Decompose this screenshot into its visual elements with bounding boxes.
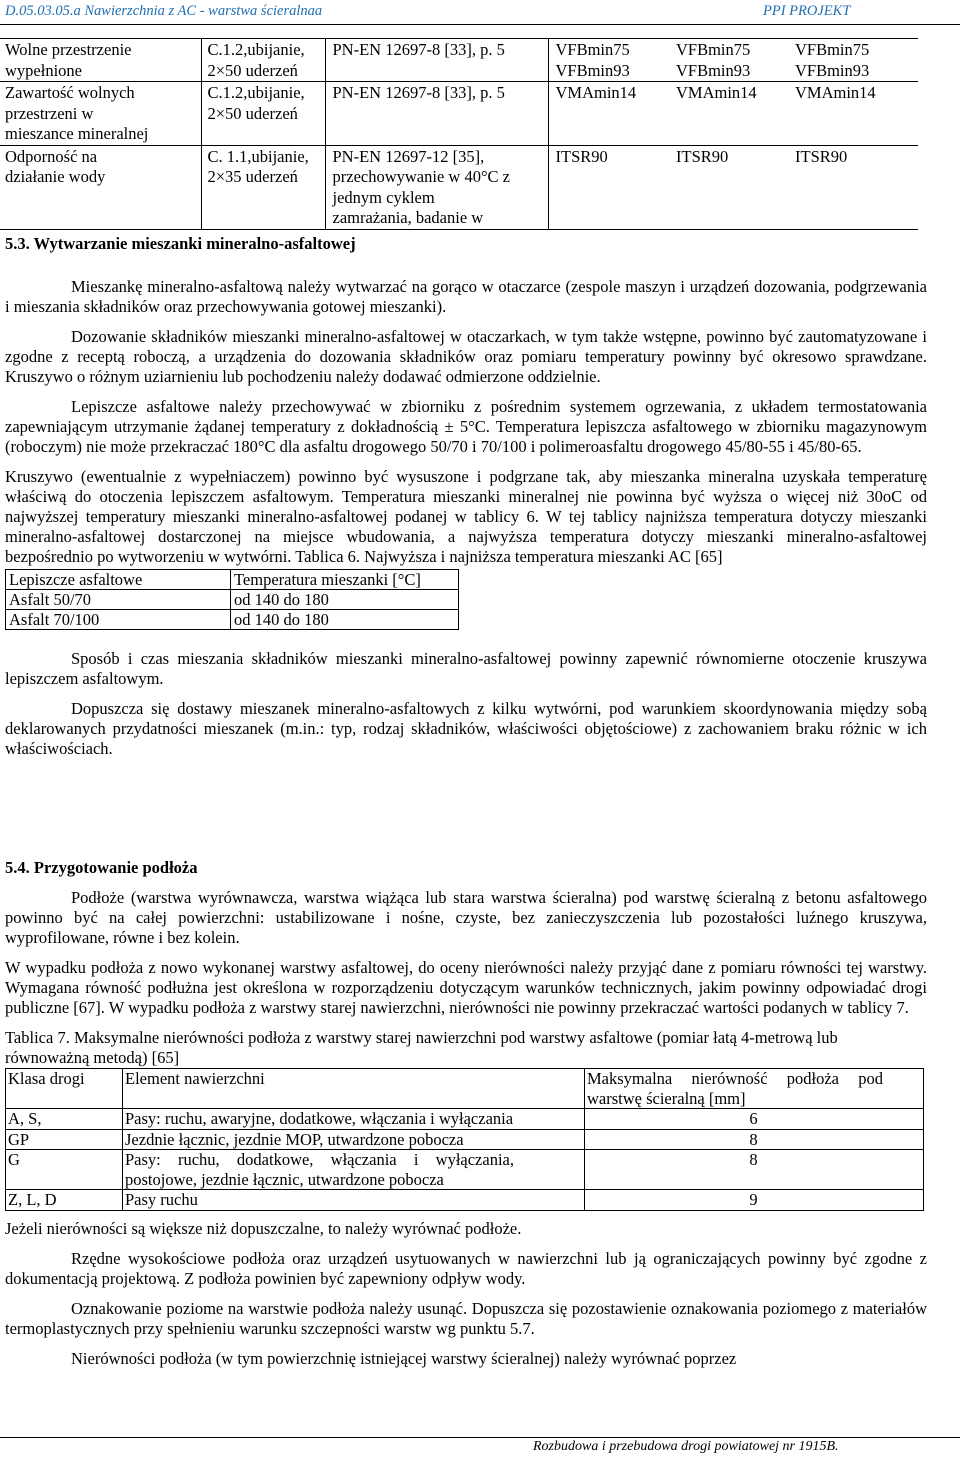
table-row	[6, 1109, 924, 1130]
table-row	[6, 1190, 924, 1211]
table-cell: 6	[585, 1109, 924, 1130]
company-header: PPI PROJEKT	[763, 3, 851, 19]
table-cell: od 140 do 180	[231, 590, 459, 610]
table-cell: 8	[585, 1129, 924, 1150]
paragraph: Oznakowanie poziome na warstwie podłoża należy usunąć. Dopuszcza się pozostawienie oznakowania poziomego z materiałów termoplastycznych przy spełnieniu warunku szczepności warstw wg punktu 5.7.	[5, 1298, 927, 1338]
footer-text: Rozbudowa i przebudowa drogi powiatowej nr 1915B.	[533, 1439, 839, 1454]
table-row	[0, 145, 918, 229]
unevenness-table	[5, 1068, 924, 1211]
table-header-row	[6, 1069, 924, 1109]
section-5-3	[5, 234, 927, 759]
table-cell: VFBmin75 VFBmin93	[671, 39, 790, 82]
section-5-4	[5, 858, 927, 1369]
header-rule	[0, 24, 960, 25]
table-cell: VMAmin14	[671, 82, 790, 146]
paragraph: Kruszywo (ewentualnie z wypełniaczem) powinno być wysuszone i podgrzane tak, aby mieszanka mineralna uzyskała temperaturę właściwą do otoczenia lepiszczem asfaltowym. Temperatura mieszanki mineralnej nie powinna być wyższa o więcej niż 30oC od najwyższej temperatury mieszanki mineralno-asfaltowej podanej w tablicy 6. W tej tablicy najniższa temperatura dotyczy mieszanki mineralno-asfaltowej dostarczonej na miejsce wbudowania, a najwyższa temperatura dotyczy mieszanki mineralno-asfaltowej bezpośrednio po wytworzeniu w wytwórni. Tablica 6. Najwyższa i najniższa temperatura mieszanki AC [65]	[5, 467, 927, 566]
paragraph: Dopuszcza się dostawy mieszanek mineralno-asfaltowych z kilku wytwórni, pod warunkiem skoordynowania między sobą deklarowanych przydatności mieszanek (m.in.: typ, rodzaj składników, właściwości objętościowe) z zachowaniem braku różnic w ich właściwościach.	[5, 699, 927, 758]
requirements-table	[0, 38, 918, 230]
paragraph: Dozowanie składników mieszanki mineralno-asfaltowej w otaczarkach, w tym także wstępne, powinno być zautomatyzowane i zgodne z receptą roboczą, a urządzenia do dozowania składników oraz pomiaru temperatury powinny być okresowo sprawdzane. Kruszywo o różnym uziarnieniu lub pochodzeniu należy dodawać odmierzone oddzielnie.	[5, 327, 927, 386]
table-header-cell: Lepiszcze asfaltowe	[6, 570, 231, 590]
paragraph: Rzędne wysokościowe podłoża oraz urządzeń usytuowanych w nawierzchni lub ją ograniczających powinny być zgodne z dokumentacją projektową. Z podłoża powinien być zapewniony odpływ wody.	[5, 1248, 927, 1288]
table-cell: ITSR90	[548, 145, 671, 229]
table-cell: C.1.2,ubijanie, 2×50 uderzeń	[201, 82, 325, 146]
table-cell: VFBmin75 VFBmin93	[548, 39, 671, 82]
table-cell: Z, L, D	[6, 1190, 123, 1211]
table-cell: G	[6, 1150, 123, 1190]
table-row	[0, 82, 918, 146]
table-cell: PN-EN 12697-8 [33], p. 5	[325, 82, 548, 146]
table-cell: C. 1.1,ubijanie, 2×35 uderzeń	[201, 145, 325, 229]
table-cell: 8	[585, 1150, 924, 1190]
table-header-cell: Temperatura mieszanki [°C]	[231, 570, 459, 590]
table-header-cell: Maksymalna nierówność podłoża pod warstwę ścieralną [mm]	[585, 1069, 924, 1109]
paragraph: Sposób i czas mieszania składników mieszanki mineralno-asfaltowej powinny zapewnić równomierne otoczenie kruszywa lepiszczem asfaltowym.	[5, 649, 927, 688]
table-row	[6, 1150, 924, 1190]
table-cell: VFBmin75 VFBmin93	[790, 39, 918, 82]
table-row	[6, 610, 459, 630]
table-cell: Asfalt 70/100	[6, 610, 231, 630]
temperature-table	[5, 569, 459, 630]
table-cell: Pasy ruchu	[123, 1190, 585, 1211]
table-cell: PN-EN 12697-12 [35], przechowywanie w 40°C z jednym cyklem zamrażania, badanie w	[325, 145, 548, 229]
paragraph: Lepiszcze asfaltowe należy przechowywać w zbiorniku z pośrednim systemem ogrzewania, z układem termostatowania zapewniającym utrzymanie żądanej temperatury z dokładnością ± 5°C. Temperatura lepiszcza asfaltowego w zbiorniku magazynowym (roboczym) nie może przekraczać 180°C dla asfaltu drogowego 50/70 i 70/100 i polimeroasfaltu drogowego 45/80-55 i 45/80-65.	[5, 397, 927, 456]
table-cell: ITSR90	[790, 145, 918, 229]
paragraph: Jeżeli nierówności są większe niż dopuszczalne, to należy wyrównać podłoże.	[5, 1218, 522, 1238]
document-code-header: D.05.03.05.a Nawierzchnia z AC - warstwa ścieralnaa	[5, 3, 323, 19]
table-row	[6, 590, 459, 610]
paragraph: Mieszankę mineralno-asfaltową należy wytwarzać na gorąco w otaczarce (zespole maszyn i urządzeń dozowania, podgrzewania i mieszania składników oraz przechowywania gotowej mieszanki).	[5, 277, 927, 316]
table-cell: Pasy: ruchu, dodatkowe, włączania i wyłączania, postojowe, jezdnie łącznic, utwardzone pobocza	[123, 1150, 585, 1190]
table-caption: Tablica 7. Maksymalne nierówności podłoża z warstwy starej nawierzchni pod warstwy asfaltowe (pomiar łatą 4-metrową lub równoważną metodą) [65]	[5, 1028, 838, 1067]
table-cell: GP	[6, 1129, 123, 1150]
table-cell: Jezdnie łącznic, jezdnie MOP, utwardzone pobocza	[123, 1129, 585, 1150]
table-header-row	[6, 570, 459, 590]
table-row	[6, 1129, 924, 1150]
table-cell: od 140 do 180	[231, 610, 459, 630]
section-heading: 5.3. Wytwarzanie mieszanki mineralno-asfaltowej	[5, 234, 356, 253]
table-cell: Wolne przestrzenie wypełnione	[0, 39, 201, 82]
table-cell: PN-EN 12697-8 [33], p. 5	[325, 39, 548, 82]
paragraph: W wypadku podłoża z nowo wykonanej warstwy asfaltowej, do oceny nierówności należy przyjąć dane z pomiaru równości tej warstwy. Wymagana równość podłużna jest określona w rozporządzeniu dotyczącym warunków technicznych, jakim powinny odpowiadać drogi publiczne [67]. W wypadku podłoża z warstwy starej nawierzchni, nierówności nie powinny przekraczać wartości podanych w tablicy 7.	[5, 958, 927, 1017]
table-cell: Zawartość wolnych przestrzeni w mieszance mineralnej	[0, 82, 201, 146]
table-cell: 9	[585, 1190, 924, 1211]
table-cell: A, S,	[6, 1109, 123, 1130]
table-header-cell: Element nawierzchni	[123, 1069, 585, 1109]
table-header-cell: Klasa drogi	[6, 1069, 123, 1109]
section-heading: 5.4. Przygotowanie podłoża	[5, 858, 198, 877]
table-cell: Odporność na działanie wody	[0, 145, 201, 229]
table-cell: Pasy: ruchu, awaryjne, dodatkowe, włączania i wyłączania	[123, 1109, 585, 1130]
table-cell: VMAmin14	[790, 82, 918, 146]
paragraph: Nierówności podłoża (w tym powierzchnię istniejącej warstwy ścieralnej) należy wyrównać poprzez	[71, 1348, 737, 1368]
table-cell: Asfalt 50/70	[6, 590, 231, 610]
table-cell: C.1.2,ubijanie, 2×50 uderzeń	[201, 39, 325, 82]
paragraph: Podłoże (warstwa wyrównawcza, warstwa wiążąca lub stara warstwa ścieralna) pod warstwę ścieralną z betonu asfaltowego powinno być na całej powierzchni: ustabilizowane i nośne, czyste, bez zanieczyszczenia lub pozostałości luźnego kruszywa, wyprofilowane, równe i bez kolein.	[5, 888, 927, 947]
table-cell: ITSR90	[671, 145, 790, 229]
table-cell: VMAmin14	[548, 82, 671, 146]
table-row	[0, 39, 918, 82]
